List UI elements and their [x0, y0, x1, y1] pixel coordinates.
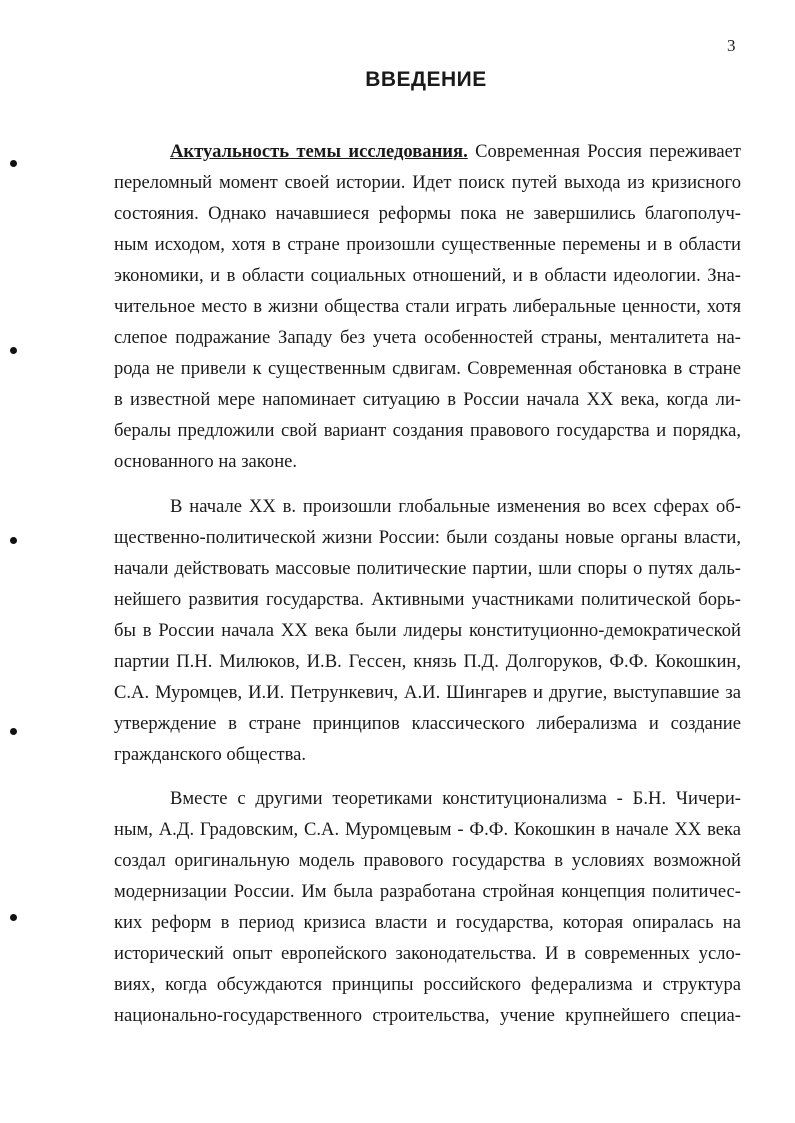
paragraph-1-line: слепое подражание Западу без учета особенностей страны, менталитета на- — [114, 327, 741, 348]
paragraph-1-line: чительное место в жизни общества стали играть либеральные ценности, хотя — [114, 296, 741, 317]
paragraph-3-line: модернизации России. Им была разработана стройная концепция политичес- — [114, 881, 741, 902]
section-label-relevance: Актуальность темы исследования. — [170, 141, 468, 162]
paragraph-3-line: Вместе с другими теоретиками конституционализма - Б.Н. Чичери- — [170, 788, 741, 809]
paragraph-3-line: ным, А.Д. Градовским, С.А. Муромцевым - Ф.Ф. Кокошкин в начале XX века — [114, 819, 741, 840]
punch-hole-mark — [10, 914, 17, 921]
punch-hole-mark — [10, 728, 17, 735]
paragraph-text: Современная Россия переживает — [467, 141, 741, 162]
paragraph-3-line: национально-государственного строительства, учение крупнейшего специа- — [114, 1005, 741, 1026]
paragraph-1-line: в известной мере напоминает ситуацию в России начала XX века, когда ли- — [114, 389, 741, 410]
paragraph-3-line: создал оригинальную модель правового государства в условиях возможной — [114, 850, 741, 871]
paragraph-2-line: утверждение в стране принципов классического либерализма и создание — [114, 713, 741, 734]
paragraph-3-line: ких реформ в период кризиса власти и государства, которая опиралась на — [114, 912, 741, 933]
paragraph-2-line: начали действовать массовые политические партии, шли споры о путях даль- — [114, 558, 741, 579]
paragraph-2-line: нейшего развития государства. Активными участниками политической борь- — [114, 589, 741, 610]
paragraph-1-line: рода не привели к существенным сдвигам. Современная обстановка в стране — [114, 358, 741, 379]
paragraph-1-line — [170, 136, 741, 167]
punch-hole-mark — [10, 537, 17, 544]
paragraph-1-line: основанного на законе. — [114, 451, 298, 472]
paragraph-1-line: бералы предложили свой вариант создания правового государства и порядка, — [114, 420, 741, 441]
paragraph-2-line: щественно-политической жизни России: были созданы новые органы власти, — [114, 527, 741, 548]
paragraph-2-line: В начале XX в. произошли глобальные изменения во всех сферах об- — [170, 496, 741, 517]
paragraph-2-line: партии П.Н. Милюков, И.В. Гессен, князь П.Д. Долгоруков, Ф.Ф. Кокошкин, — [114, 651, 741, 672]
punch-hole-mark — [10, 347, 17, 354]
paragraph-2-line: С.А. Муромцев, И.И. Петрункевич, А.И. Шингарев и другие, выступавшие за — [114, 682, 741, 703]
paragraph-2-line: гражданского общества. — [114, 744, 307, 765]
paragraph-2-line: бы в России начала XX века были лидеры конституционно-демократической — [114, 620, 741, 641]
paragraph-1-line: состояния. Однако начавшиеся реформы пока не завершились благополуч- — [114, 203, 741, 224]
paragraph-1-line: ным исходом, хотя в стране произошли существенные перемены и в области — [114, 234, 741, 255]
paragraph-3-line: исторический опыт европейского законодательства. И в современных усло- — [114, 943, 741, 964]
paragraph-1-line: экономики, и в области социальных отношений, и в области идеологии. Зна- — [114, 265, 741, 286]
punch-hole-mark — [10, 160, 17, 167]
page-title: ВВЕДЕНИЕ — [365, 68, 487, 91]
page-number: 3 — [727, 36, 736, 55]
paragraph-1-line: переломный момент своей истории. Идет поиск путей выхода из кризисного — [114, 172, 741, 193]
paragraph-3-line: виях, когда обсуждаются принципы российского федерализма и структура — [114, 974, 741, 995]
